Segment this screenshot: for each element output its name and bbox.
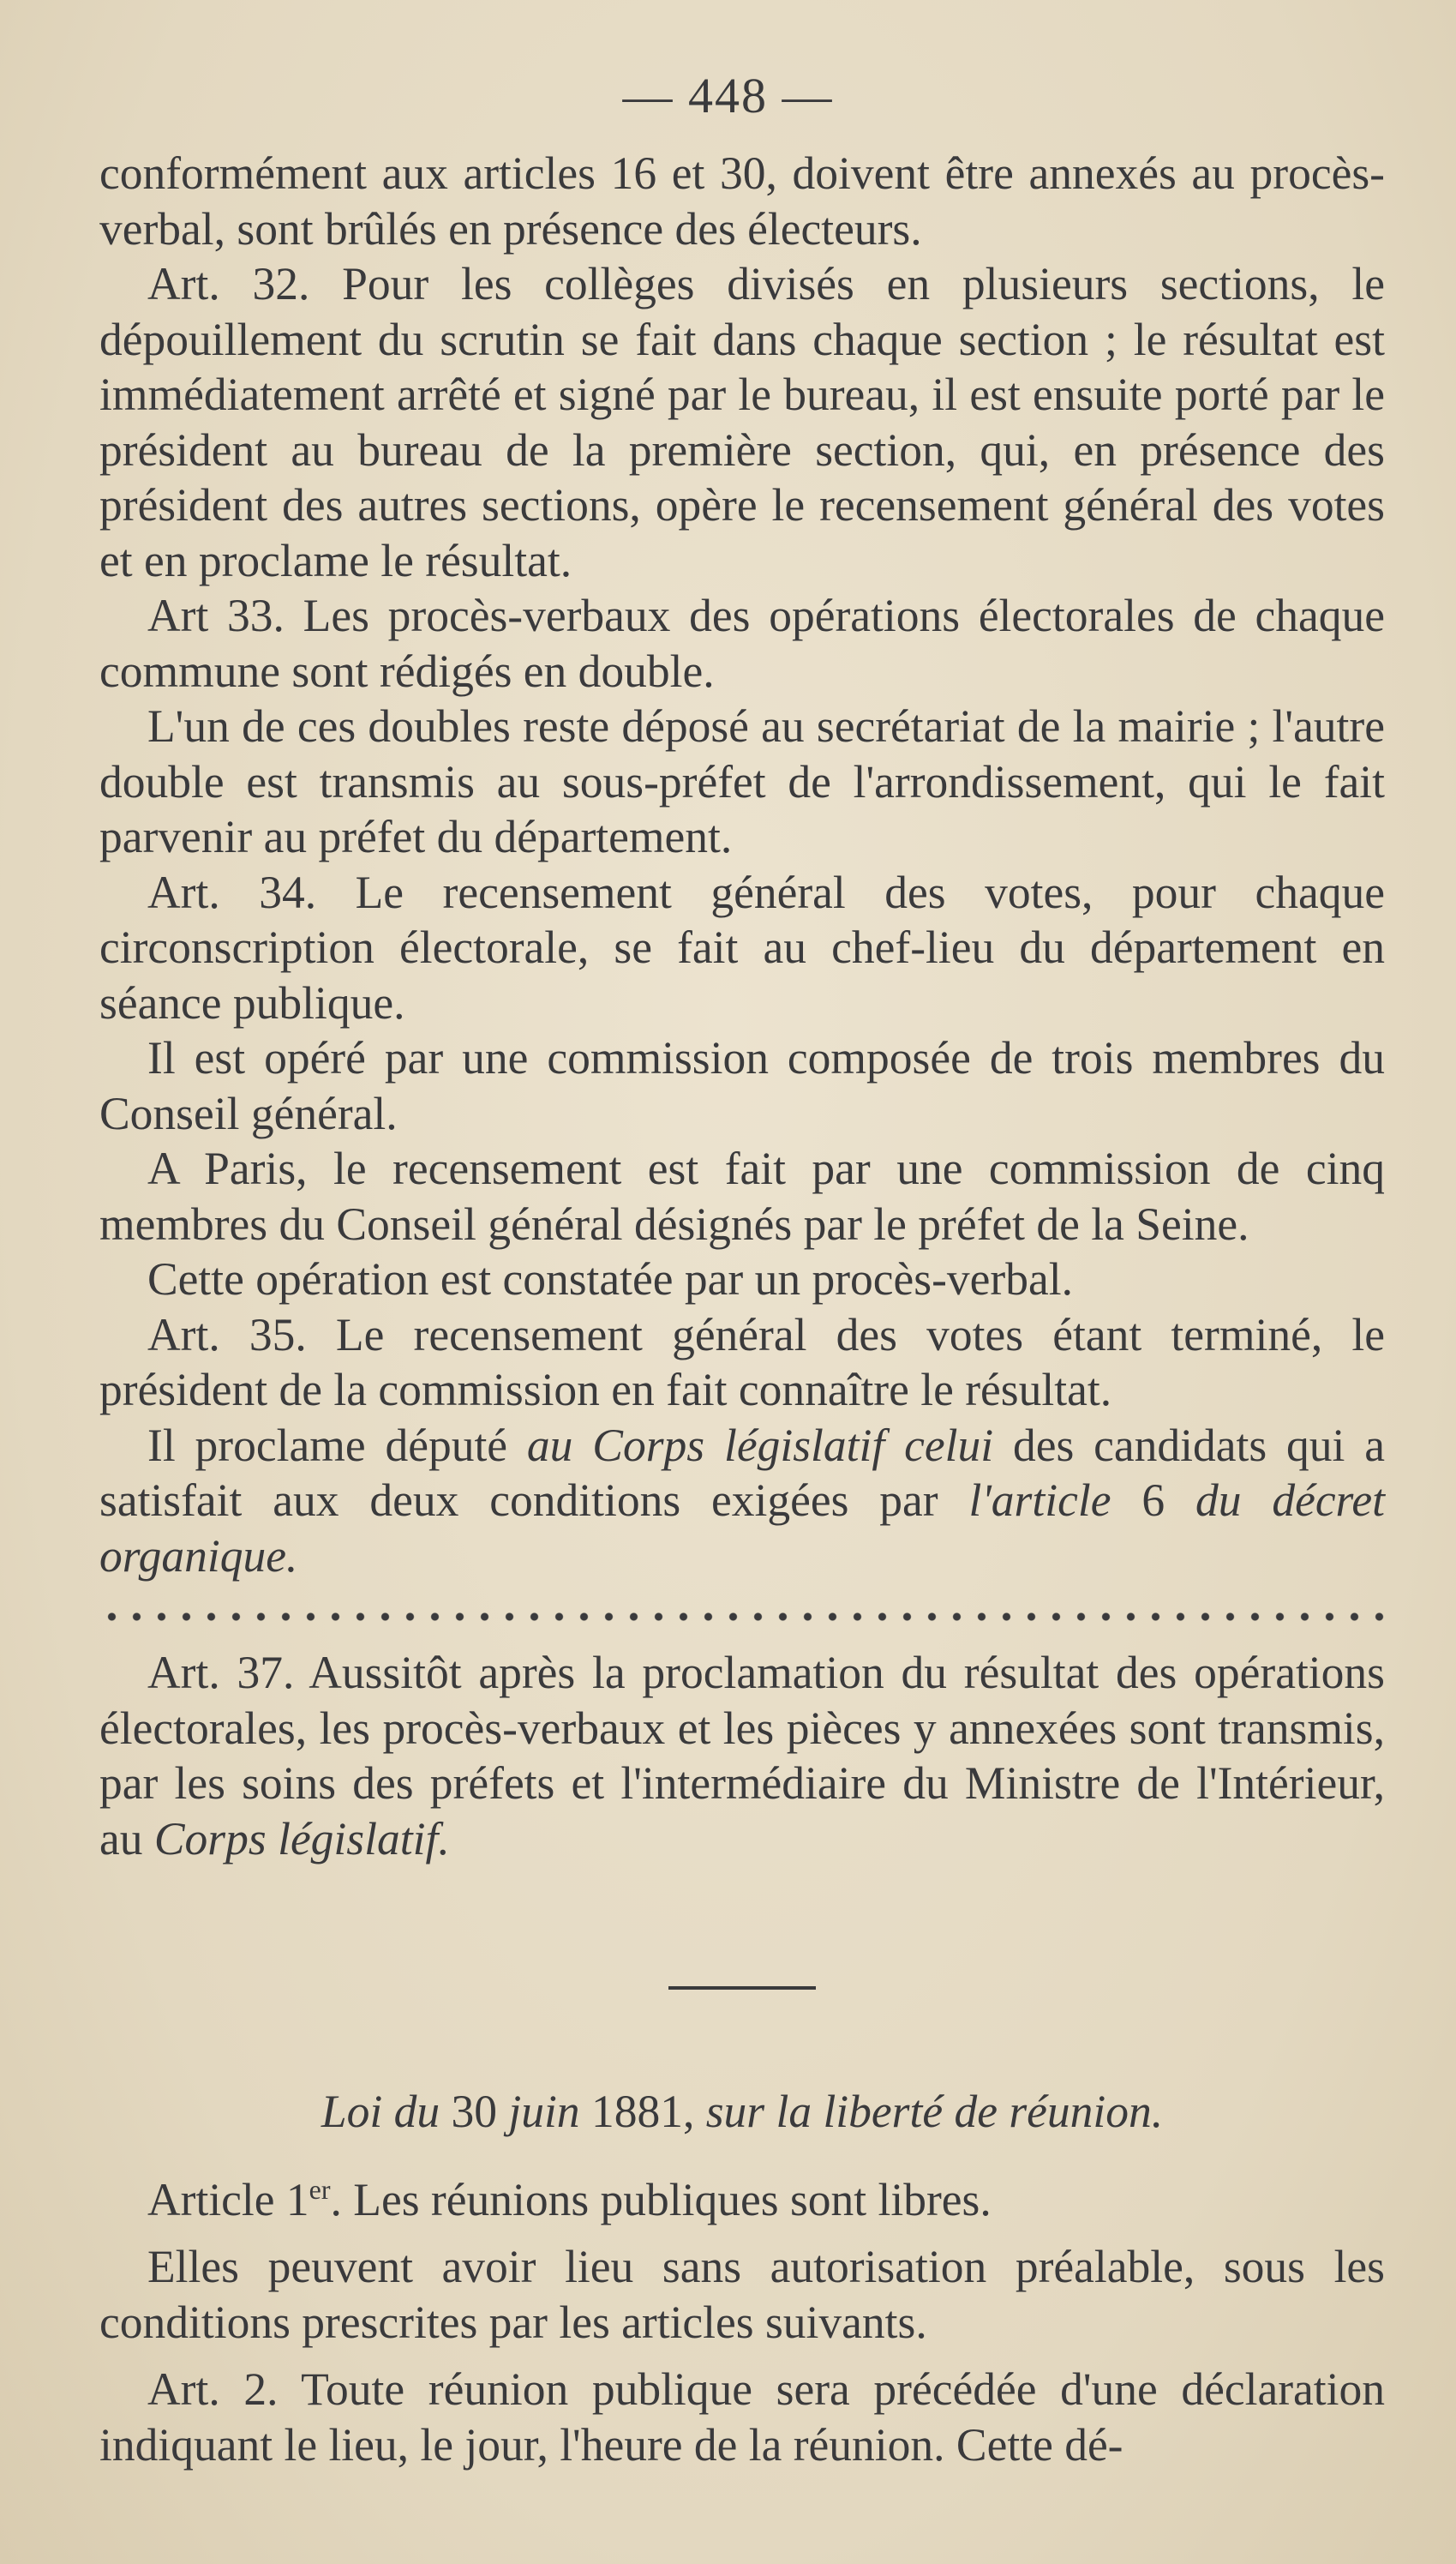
- law-title: [99, 2084, 1385, 2140]
- law-article-1: [99, 2172, 1385, 2228]
- article-32: Art. 32. Pour les collèges divisés en plusieurs sections, le dépouillement du scrutin se fait dans chaque section ; le résultat est immédiatement arrêté et signé par le bureau, il est ensuite porté par le président au bureau de la première section, qui, en présence des président des autres sections, opère le recensement général des votes et en proclame le résultat.: [99, 258, 1385, 586]
- article-34-proces-verbal: Cette opération est constatée par un procès-verbal.: [147, 1253, 1073, 1305]
- page-body: [99, 146, 1385, 2472]
- law-title-part: sur la liberté de réunion.: [705, 2086, 1164, 2137]
- law-title-part: juin: [508, 2086, 580, 2137]
- article-33-paragraph: L'un de ces doubles reste déposé au secrétariat de la mairie ; l'autre double est transmis au sous-préfet de l'arrondissement, qui le fait parvenir au préfet du département.: [99, 700, 1385, 862]
- italic-text: Corps législatif.: [153, 1812, 450, 1864]
- ellipsis-dot-row: [99, 1604, 1385, 1630]
- law-title-part: Loi du: [321, 2086, 440, 2137]
- section-divider: [668, 1986, 816, 1990]
- law-title-part: 30: [440, 2086, 509, 2137]
- law-article-1-paragraph: Elles peuvent avoir lieu sans autorisation préalable, sous les conditions prescrites par les articles suivants.: [99, 2241, 1385, 2348]
- paragraph: conformément aux articles 16 et 30, doivent être annexés au procès-verbal, sont brûlés en présence des électeurs.: [99, 147, 1385, 255]
- page-number: — 448 —: [622, 68, 834, 123]
- text-run: Art. 37. Aussitôt après la proclamation du résultat des opérations électorales, les procès-verbaux et les pièces y annexées sont transmis, par les soins des préfets et l'intermédiaire du Ministre de l'Intérieur, au: [99, 1647, 1385, 1864]
- text-run: Article 1: [147, 2173, 309, 2225]
- article-34-paris: A Paris, le recensement est fait par une commission de cinq membres du Conseil général désignés par le préfet de la Seine.: [99, 1143, 1385, 1250]
- italic-text: du décret organique.: [99, 1474, 1386, 1582]
- article-34: Art. 34. Le recensement général des votes, pour chaque circonscription électorale, se fait au chef-lieu du département en séance publique.: [99, 866, 1385, 1029]
- article-35: Art. 35. Le recensement général des votes étant terminé, le président de la commission en fait connaître le résultat.: [99, 1308, 1385, 1415]
- text-run: . Les réunions publiques sont libres.: [330, 2173, 992, 2225]
- law-title-part: 1881,: [579, 2086, 706, 2137]
- article-34-paragraph: Il est opéré par une commission composée de trois membres du Conseil général.: [99, 1032, 1385, 1139]
- italic-text: l'article: [968, 1474, 1111, 1526]
- superscript: er: [309, 2173, 331, 2205]
- law-article-2: Art. 2. Toute réunion publique sera précédée d'une déclaration indiquant le lieu, le jour, l'heure de la réunion. Cette dé-: [99, 2363, 1385, 2471]
- text-run: Il proclame député: [147, 1419, 527, 1471]
- text-run: 6: [1111, 1474, 1195, 1526]
- text-run: des candidats qui a satisfait aux deux conditions exigées par: [99, 1419, 1386, 1526]
- article-35-proclamation: [99, 1418, 1385, 1584]
- article-33: Art 33. Les procès-verbaux des opérations électorales de chaque commune sont rédigés en double.: [99, 590, 1385, 697]
- italic-text: au Corps législatif celui: [526, 1419, 994, 1471]
- article-37: [99, 1645, 1385, 1866]
